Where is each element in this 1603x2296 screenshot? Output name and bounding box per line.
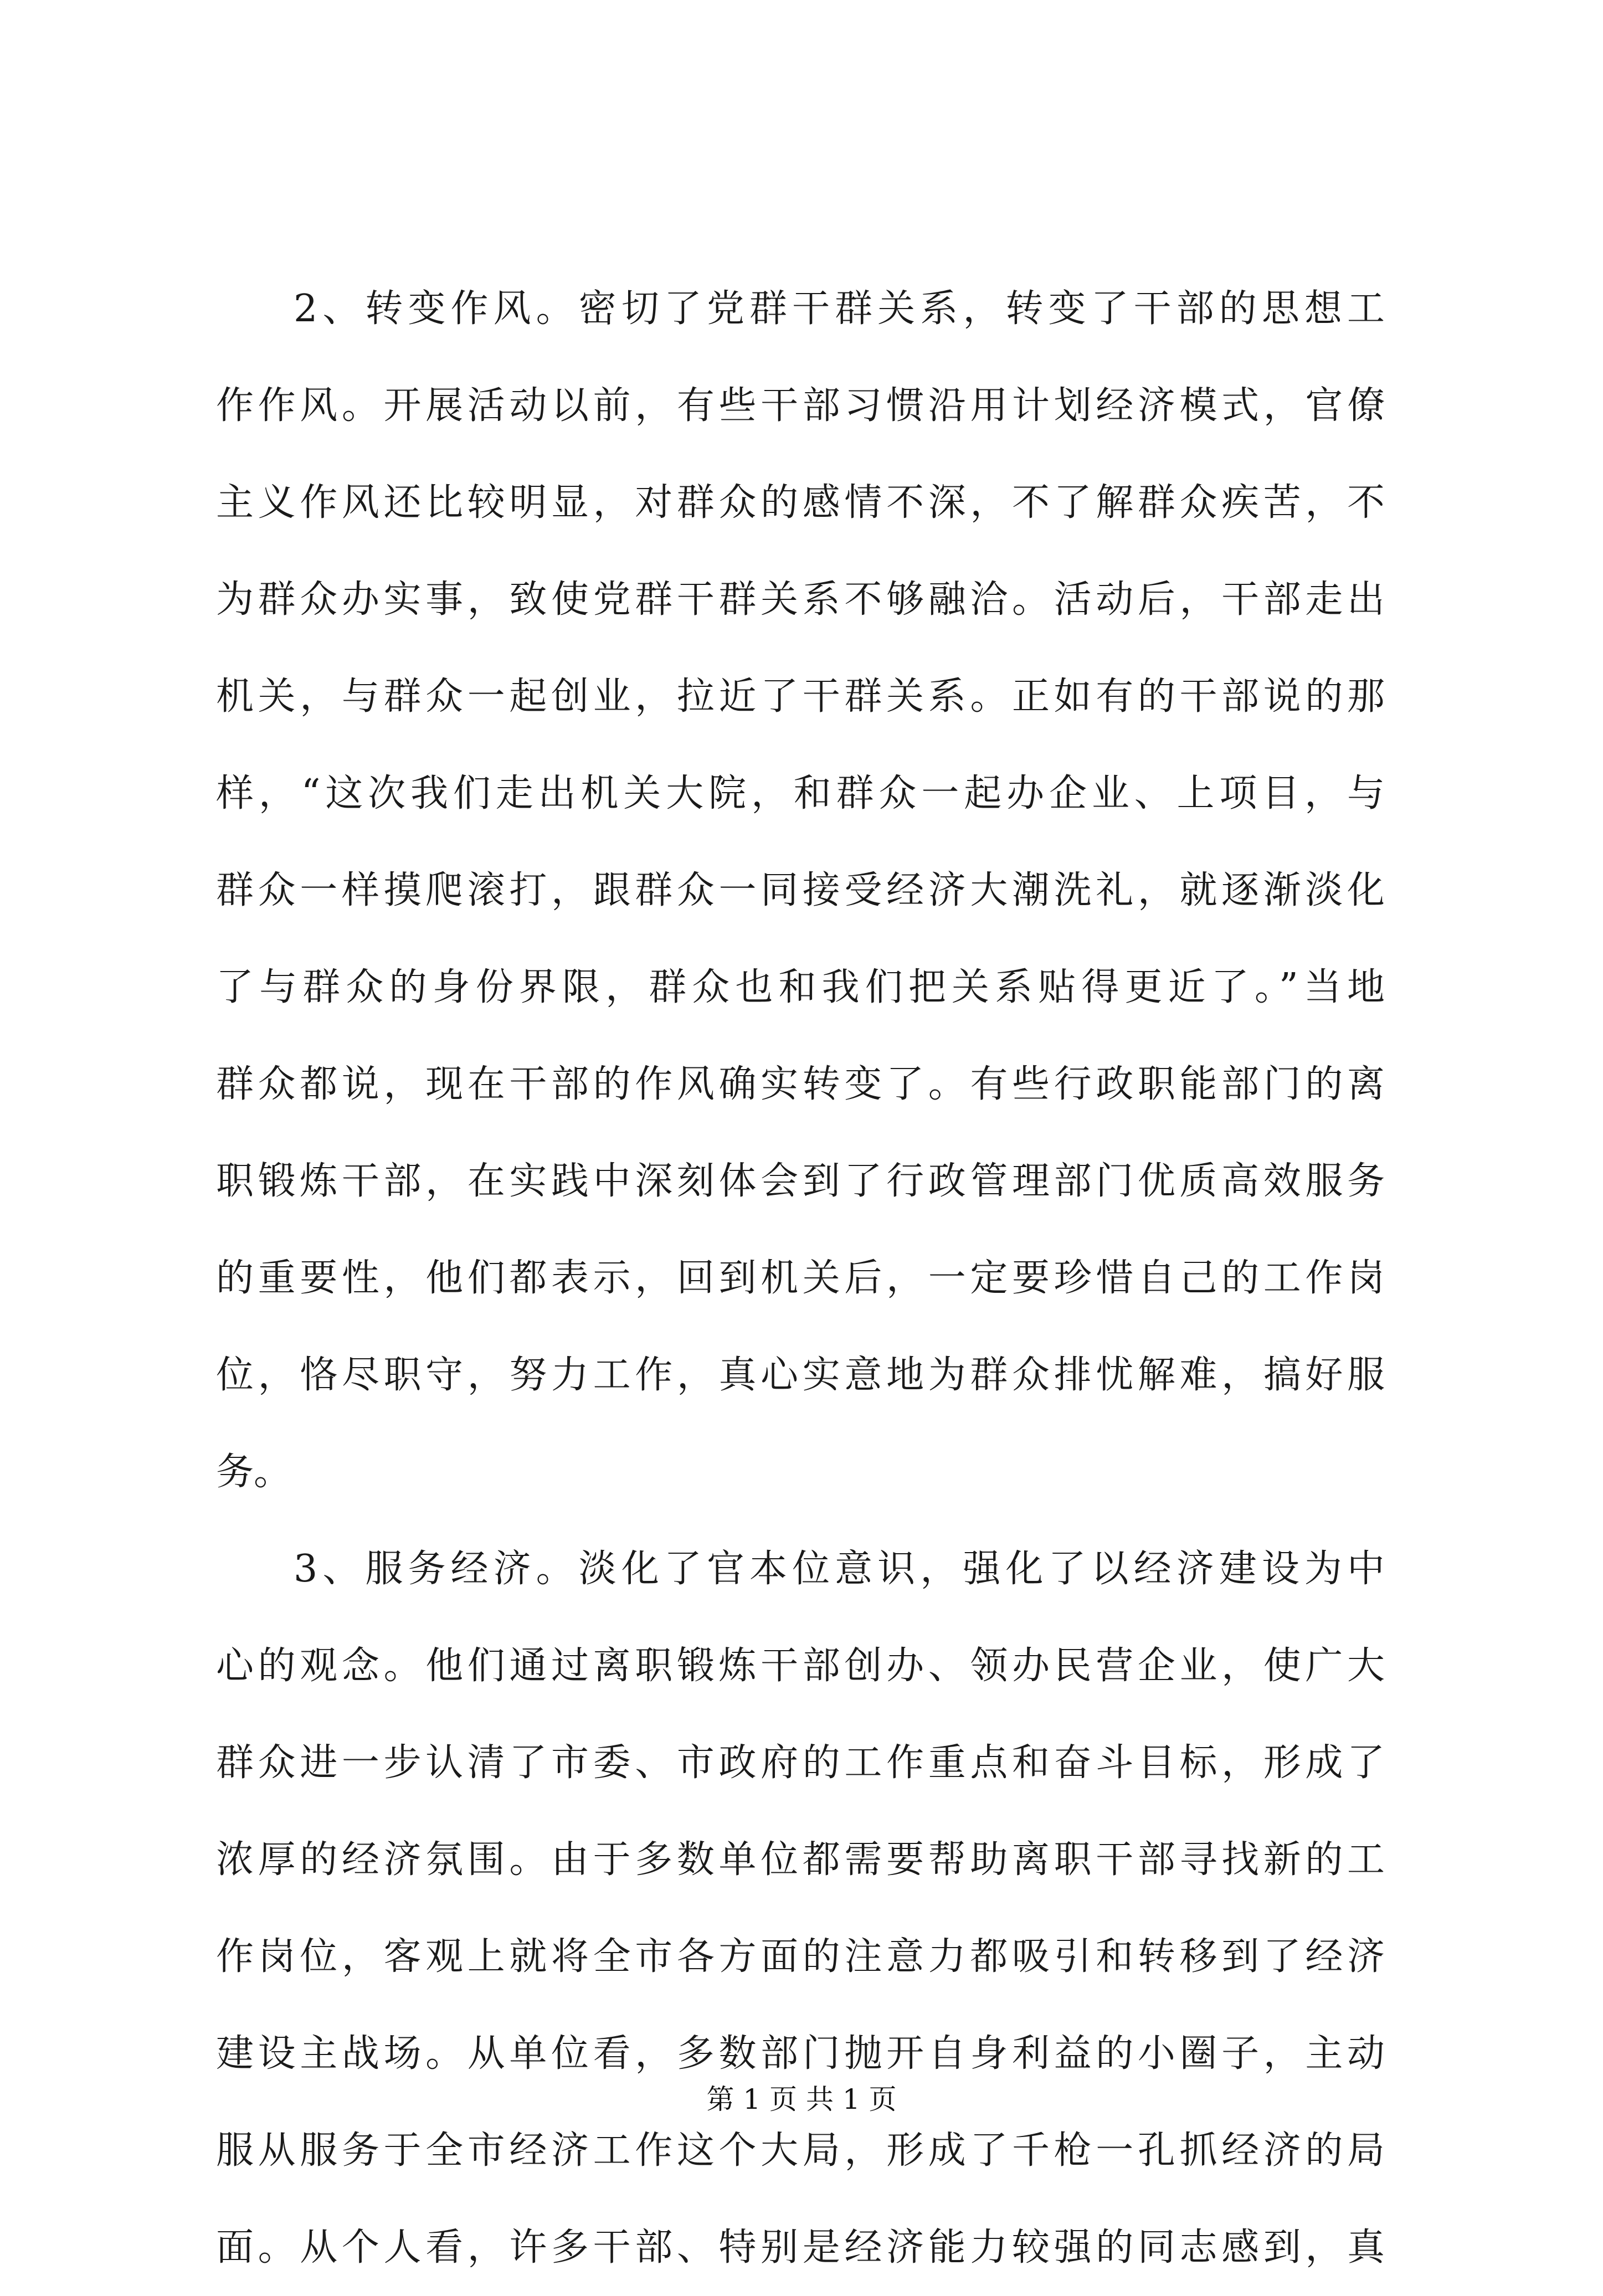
paragraph-3-line: 心的观念。他们通过离职锻炼干部创办、领办民营企业，使广大 bbox=[216, 1644, 1385, 1688]
paragraph-3-line: 服从服务于全市经济工作这个大局，形成了千枪一孔抓经济的局 bbox=[216, 2129, 1385, 2172]
paragraph-2-line: 的重要性，他们都表示，回到机关后，一定要珍惜自己的工作岗 bbox=[216, 1256, 1385, 1300]
paragraph-2-line: 主义作风还比较明显，对群众的感情不深，不了解群众疾苦，不 bbox=[216, 481, 1385, 525]
paragraph-2-line: 职锻炼干部，在实践中深刻体会到了行政管理部门优质高效服务 bbox=[216, 1159, 1385, 1203]
paragraph-2-line: 群众一样摸爬滚打，跟群众一同接受经济大潮洗礼，就逐渐淡化 bbox=[216, 869, 1385, 912]
paragraph-2-line: 群众都说，现在干部的作风确实转变了。有些行政职能部门的离 bbox=[216, 1062, 1385, 1106]
paragraph-2-line: 样，“这次我们走出机关大院，和群众一起办企业、上项目，与 bbox=[216, 772, 1385, 815]
paragraph-3-line: 群众进一步认清了市委、市政府的工作重点和奋斗目标，形成了 bbox=[216, 1741, 1385, 1785]
paragraph-3-line: 浓厚的经济氛围。由于多数单位都需要帮助离职干部寻找新的工 bbox=[216, 1838, 1385, 1882]
paragraph-2-line: 了与群众的身份界限，群众也和我们把关系贴得更近了。”当地 bbox=[216, 965, 1385, 1009]
page-number: 第 1 页 共 1 页 bbox=[706, 2083, 897, 2115]
paragraph-2-line: 2、转变作风。密切了党群干群关系，转变了干部的思想工 bbox=[294, 287, 1385, 331]
paragraph-2-line: 位，恪尽职守，努力工作，真心实意地为群众排忧解难，搞好服 bbox=[216, 1353, 1385, 1397]
paragraph-3-line: 建设主战场。从单位看，多数部门抛开自身利益的小圈子，主动 bbox=[216, 2032, 1385, 2076]
paragraph-2-line: 务。 bbox=[216, 1450, 292, 1494]
paragraph-3-line: 作岗位，客观上就将全市各方面的注意力都吸引和转移到了经济 bbox=[216, 1935, 1385, 1979]
paragraph-3-line: 面。从个人看，许多干部、特别是经济能力较强的同志感到，真 bbox=[216, 2226, 1385, 2269]
body-text bbox=[216, 260, 1385, 2296]
paragraph-2-line: 机关，与群众一起创业，拉近了干群关系。正如有的干部说的那 bbox=[216, 675, 1385, 718]
page-footer bbox=[0, 2077, 1603, 2122]
paragraph-2-line: 作作风。开展活动以前，有些干部习惯沿用计划经济模式，官僚 bbox=[216, 384, 1385, 428]
paragraph-2-line: 为群众办实事，致使党群干群关系不够融洽。活动后，干部走出 bbox=[216, 578, 1385, 621]
paragraph-3-line: 3、服务经济。淡化了官本位意识，强化了以经济建设为中 bbox=[294, 1547, 1385, 1591]
